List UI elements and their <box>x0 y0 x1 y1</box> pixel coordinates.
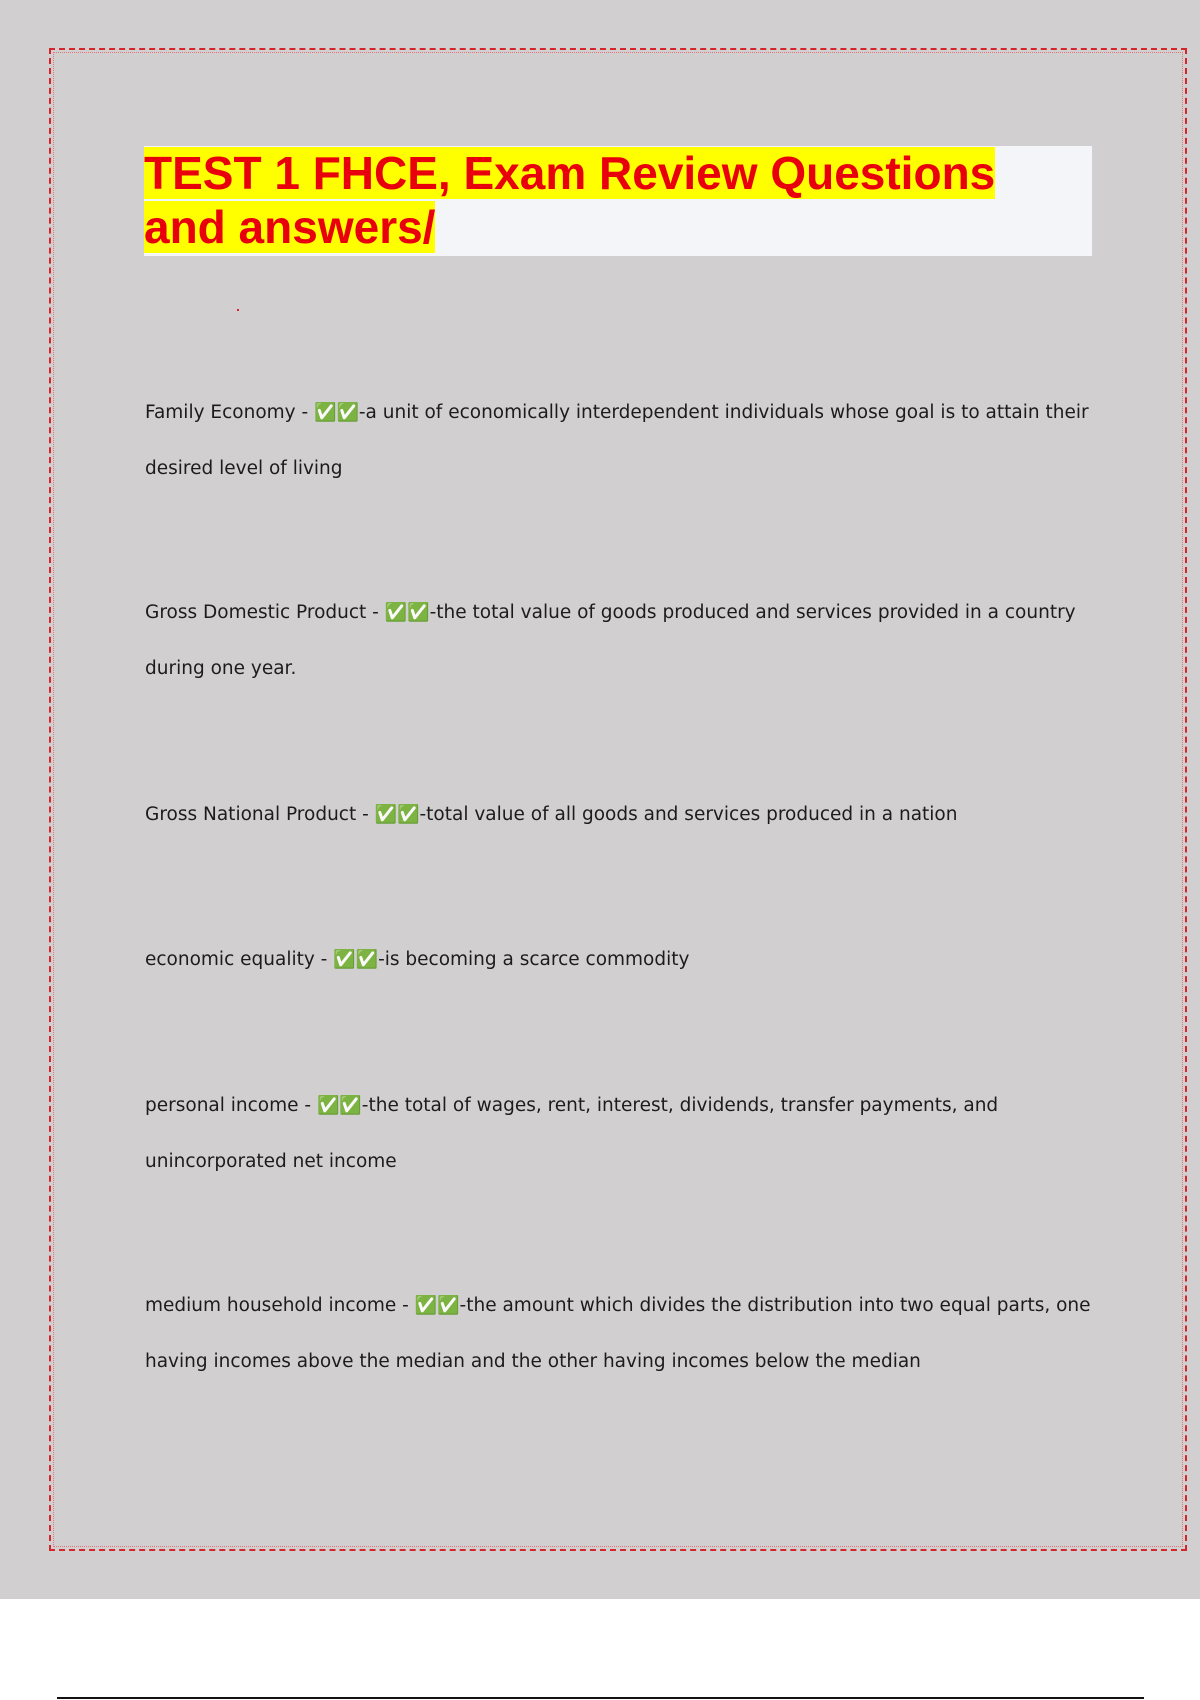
entry-medium-household-income <box>145 1278 1091 1390</box>
entry-term: personal income - <box>145 1095 317 1116</box>
entry-line-2: desired level of living <box>145 458 343 479</box>
entry-line-2: unincorporated net income <box>145 1151 397 1172</box>
double-check-icon: ✅✅ <box>374 804 420 825</box>
entry-line-1 <box>145 1078 1085 1134</box>
double-check-icon: ✅✅ <box>314 402 359 423</box>
entry-gross-domestic-product <box>145 585 1085 697</box>
document-title <box>144 146 1074 254</box>
entry-line-1 <box>145 585 1085 641</box>
entry-definition: -the total of wages, rent, interest, dividends, transfer payments, and <box>361 1095 999 1116</box>
double-check-icon: ✅✅ <box>316 1095 362 1116</box>
double-check-icon: ✅✅ <box>414 1295 460 1316</box>
entry-term: economic equality - <box>145 949 334 970</box>
entry-economic-equality <box>145 932 1085 988</box>
entry-definition: -total value of all goods and services produced in a nation <box>419 804 958 825</box>
entry-definition: -the total value of goods produced and services provided in a country <box>429 602 1076 623</box>
title-line-2: and answers/ <box>144 201 436 253</box>
entry-personal-income <box>145 1078 1085 1190</box>
entry-line-2: having incomes above the median and the other having incomes below the median <box>145 1351 921 1372</box>
entry-line-1 <box>145 787 1085 843</box>
entry-line-1 <box>145 932 1085 988</box>
footer-divider-line <box>57 1697 1144 1699</box>
entry-definition: -a unit of economically interdependent individuals whose goal is to attain their <box>358 402 1089 423</box>
entry-definition: -is becoming a scarce commodity <box>378 949 690 970</box>
entry-line-2: during one year. <box>145 658 297 679</box>
entry-line-1 <box>145 1278 1091 1334</box>
entry-term: medium household income - <box>145 1295 415 1316</box>
entry-term: Family Economy - <box>145 402 315 423</box>
entry-family-economy <box>145 385 1089 497</box>
title-line-1: TEST 1 FHCE, Exam Review Questions <box>144 147 996 199</box>
entry-gross-national-product <box>145 787 1085 843</box>
entry-term: Gross National Product - <box>145 804 375 825</box>
entry-line-1 <box>145 385 1089 441</box>
double-check-icon: ✅✅ <box>333 949 379 970</box>
entry-definition: -the amount which divides the distribution into two equal parts, one <box>459 1295 1091 1316</box>
double-check-icon: ✅✅ <box>384 602 430 623</box>
entry-term: Gross Domestic Product - <box>145 602 385 623</box>
stray-dot <box>237 309 239 311</box>
